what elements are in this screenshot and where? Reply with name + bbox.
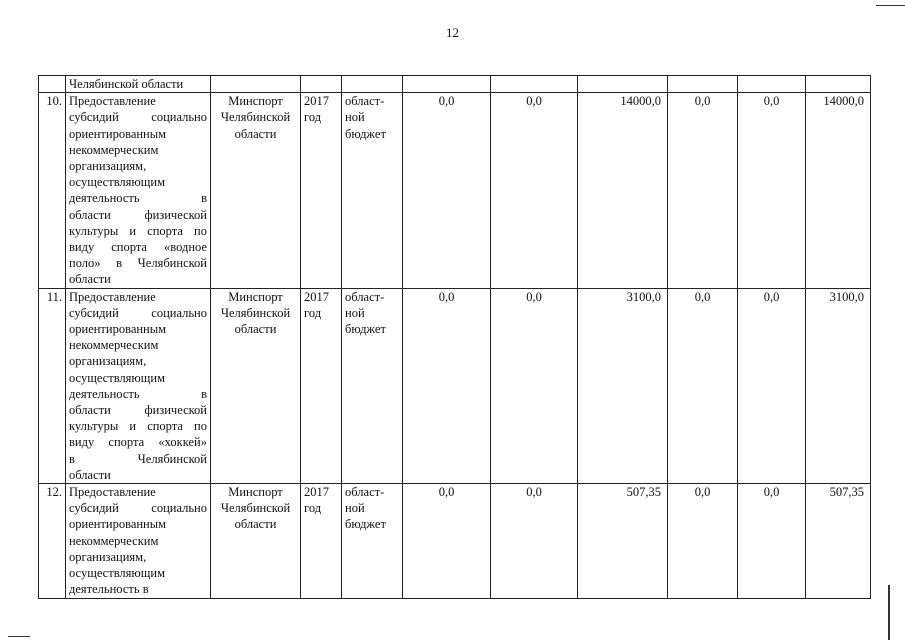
cell-value (403, 76, 491, 93)
row-value: 3100,0 (806, 288, 871, 483)
description-line: Предоставление (69, 94, 156, 109)
cell-value (491, 76, 578, 93)
row-value: 0,0 (668, 484, 738, 598)
row-value: 14000,0 (578, 93, 668, 288)
cell-year (301, 76, 342, 93)
description-line: ориентированным (69, 517, 167, 532)
description-line: культуры и спорта по (69, 223, 207, 238)
row-number: 11. (39, 288, 66, 483)
description-line: организациям, (69, 354, 147, 369)
description-line: осуществляющим (69, 566, 165, 581)
row-value: 0,0 (491, 288, 578, 483)
description-line: деятельность в (69, 386, 207, 401)
description-line: в Челябинской (69, 451, 207, 466)
row-description (66, 484, 211, 598)
cell-value (806, 76, 871, 93)
row-value: 0,0 (738, 484, 806, 598)
row-value: 0,0 (403, 288, 491, 483)
description-line: области (69, 467, 111, 482)
cell-num (39, 76, 66, 93)
description-line: области физической (69, 403, 207, 418)
description-line: организациям, (69, 159, 147, 174)
table-row (39, 93, 871, 288)
row-executor: Минспорт Челябинской области (211, 484, 301, 598)
row-source: област-ной бюджет (342, 93, 403, 288)
description-line: субсидий социально (69, 305, 207, 320)
cell-description-text: Челябинской области (69, 77, 184, 91)
description-line: осуществляющим (69, 370, 165, 385)
description-line: некоммерческим (69, 142, 159, 157)
description-line: культуры и спорта по (69, 419, 207, 434)
cell-executor (211, 76, 301, 93)
row-value: 507,35 (578, 484, 668, 598)
row-value: 0,0 (491, 484, 578, 598)
row-value: 0,0 (491, 93, 578, 288)
row-executor: Минспорт Челябинской области (211, 93, 301, 288)
cell-value (738, 76, 806, 93)
cell-source (342, 76, 403, 93)
table-row (39, 484, 871, 598)
description-line: ориентированным (69, 322, 167, 337)
row-description (66, 93, 211, 288)
row-executor: Минспорт Челябинской области (211, 288, 301, 483)
table-row-carry-over (39, 76, 871, 93)
description-line: ориентированным (69, 126, 167, 141)
scan-edge-mark-right (888, 585, 890, 640)
row-value: 0,0 (668, 93, 738, 288)
budget-table (38, 75, 871, 599)
row-year: 2017 год (301, 288, 342, 483)
row-source: област-ной бюджет (342, 484, 403, 598)
row-value: 14000,0 (806, 93, 871, 288)
row-year: 2017 год (301, 93, 342, 288)
row-source: област-ной бюджет (342, 288, 403, 483)
description-line: организациям, (69, 549, 147, 564)
description-line: области (69, 272, 111, 287)
page-number: 12 (446, 25, 459, 40)
description-line: деятельность в (69, 191, 207, 206)
description-line: некоммерческим (69, 338, 159, 353)
cell-value (578, 76, 668, 93)
row-value: 507,35 (806, 484, 871, 598)
row-year: 2017 год (301, 484, 342, 598)
row-value: 0,0 (738, 288, 806, 483)
scan-edge-mark-bottom (8, 636, 30, 637)
row-value: 0,0 (668, 288, 738, 483)
row-value: 0,0 (403, 484, 491, 598)
description-line: осуществляющим (69, 175, 165, 190)
description-line: некоммерческим (69, 533, 159, 548)
description-line: субсидий социально (69, 501, 207, 516)
description-line: виду спорта «хоккей» (69, 435, 207, 450)
row-value: 0,0 (403, 93, 491, 288)
description-line: поло» в Челябинской (69, 256, 207, 271)
description-line: Предоставление (69, 289, 156, 304)
row-value: 3100,0 (578, 288, 668, 483)
table-row (39, 288, 871, 483)
row-number: 12. (39, 484, 66, 598)
description-line: области физической (69, 207, 207, 222)
cell-description (66, 76, 211, 93)
description-line: деятельность в (69, 582, 149, 597)
scan-edge-mark-top (876, 5, 905, 6)
description-line: Предоставление (69, 485, 156, 500)
cell-value (668, 76, 738, 93)
row-value: 0,0 (738, 93, 806, 288)
row-number: 10. (39, 93, 66, 288)
description-line: виду спорта «водное (69, 240, 207, 255)
description-line: субсидий социально (69, 110, 207, 125)
row-description (66, 288, 211, 483)
